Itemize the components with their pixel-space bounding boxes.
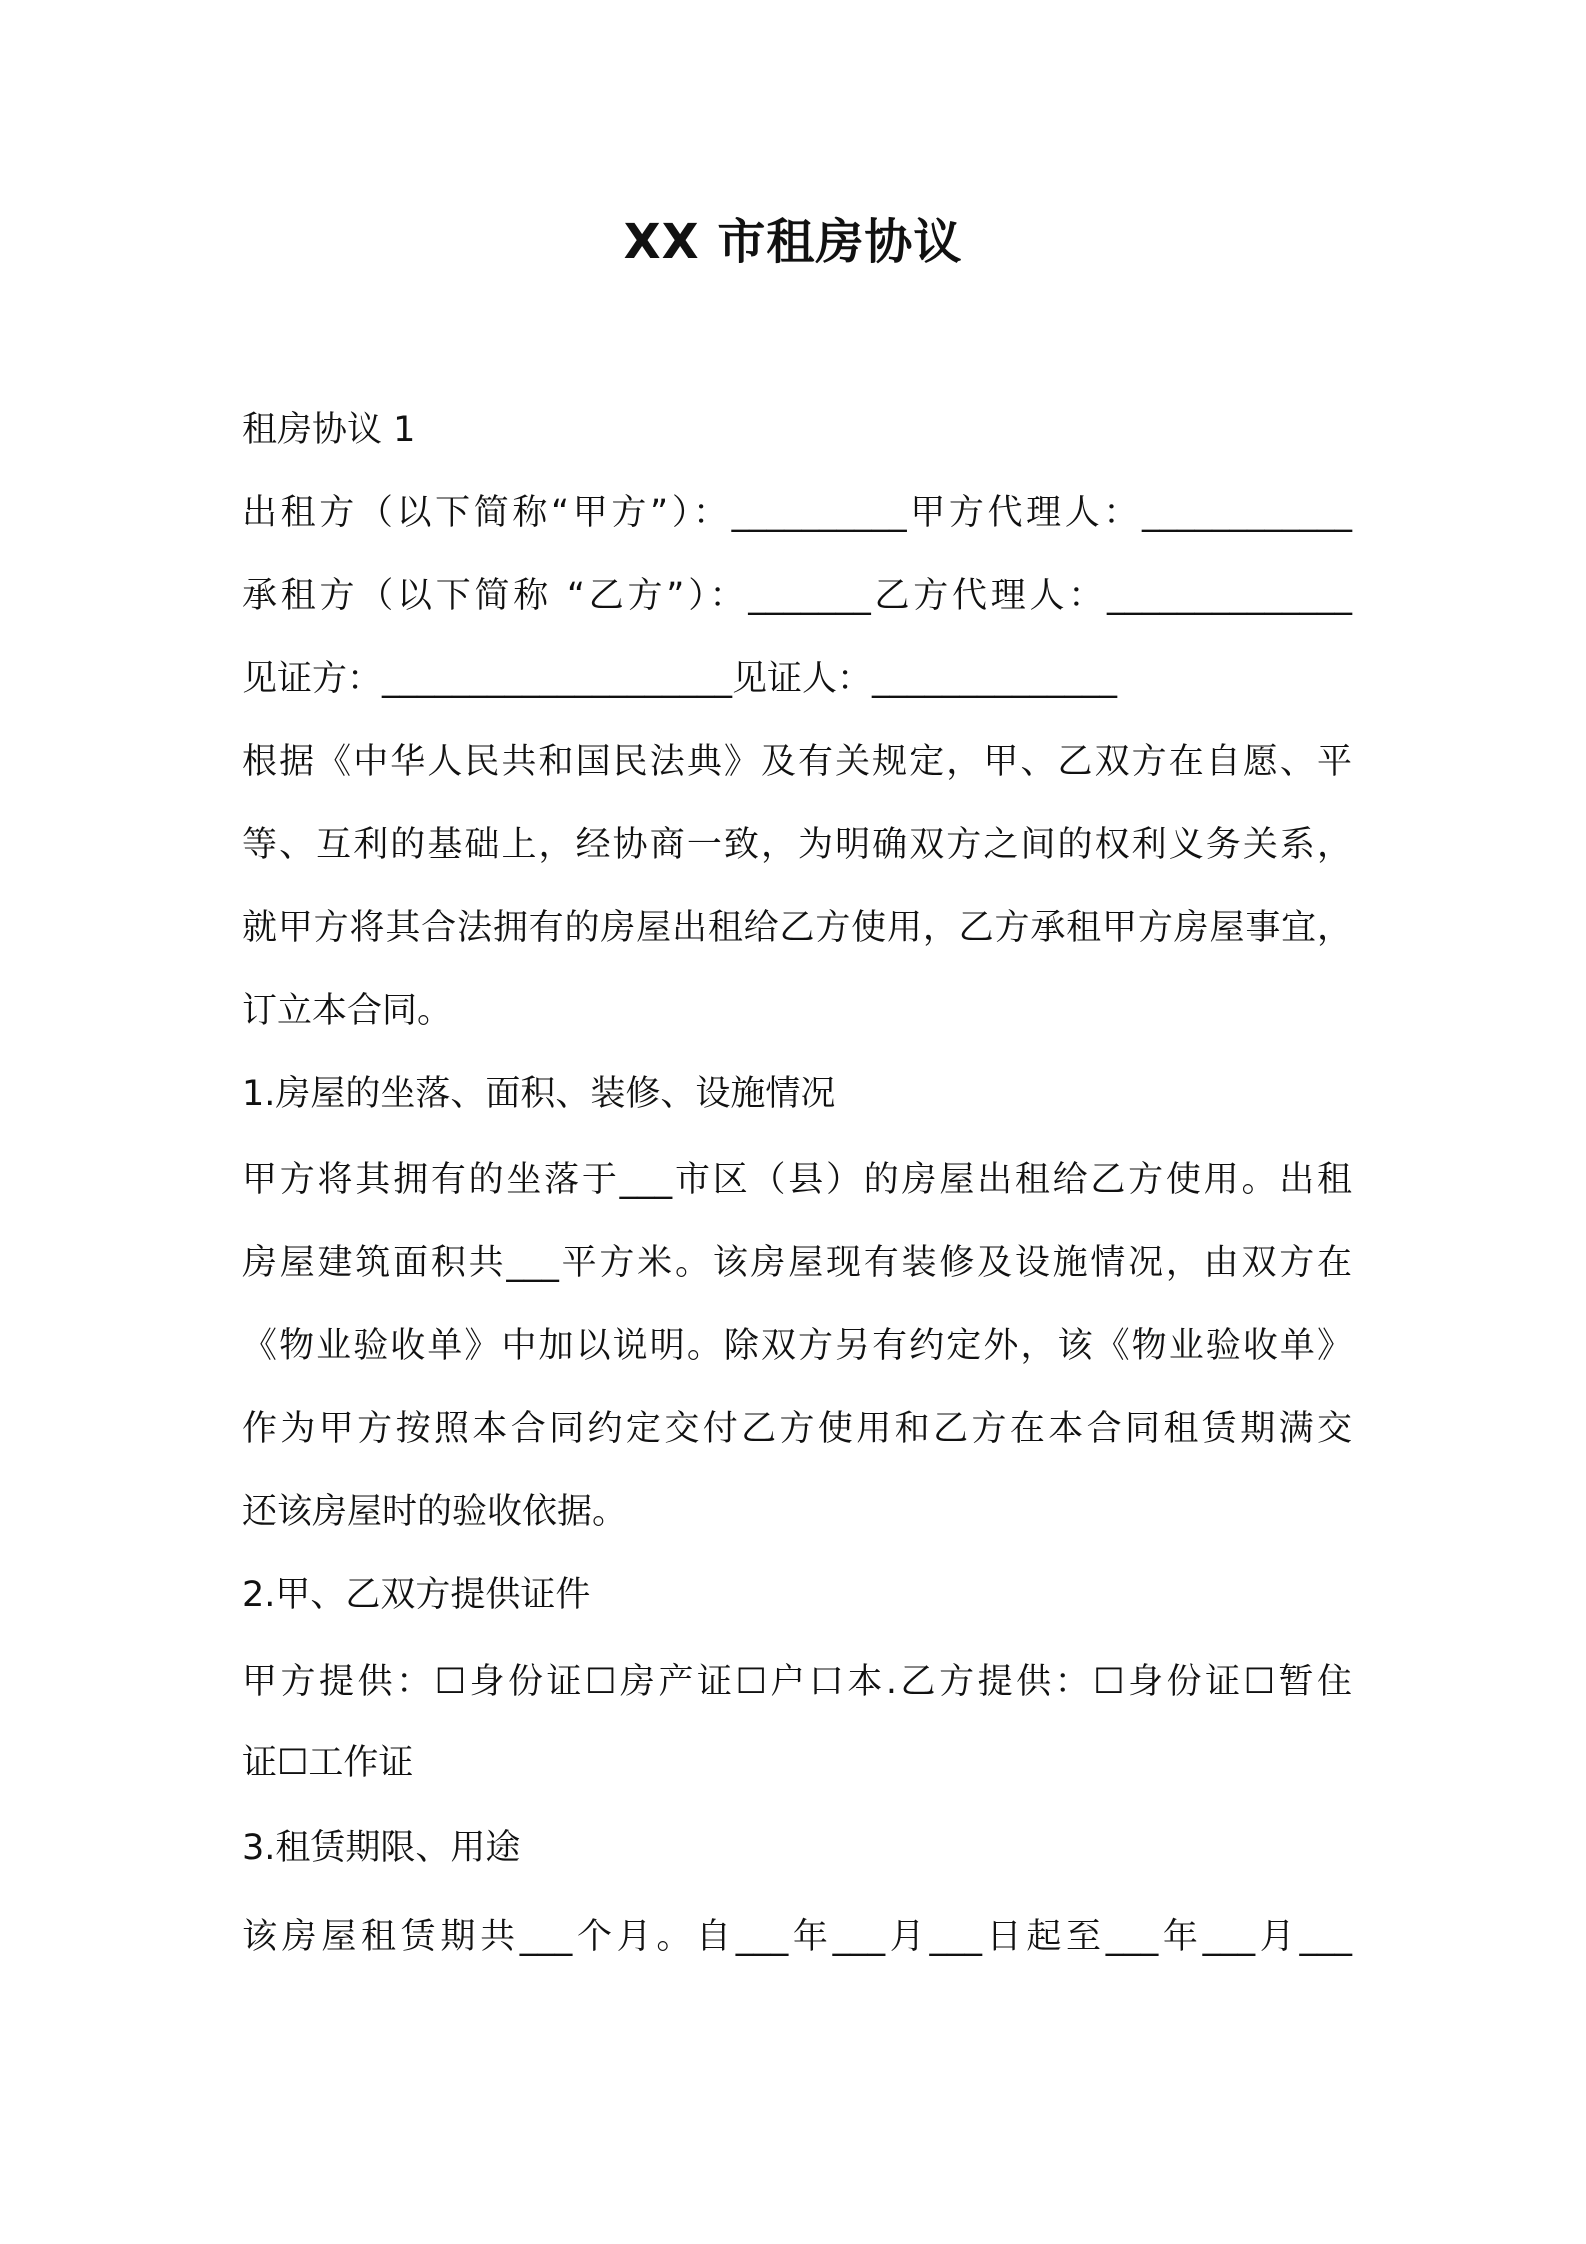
section3-line-1: 该房屋租赁期共___个月。自___年___月___日起至___年___月___	[242, 1917, 1352, 1957]
section-heading-3: 3.租赁期限、用途	[242, 1828, 521, 1868]
section-heading-1: 1.房屋的坐落、面积、装修、设施情况	[242, 1074, 836, 1114]
section-heading-agreement: 租房协议 1	[242, 410, 416, 450]
preamble-line-1: 根据《中华人民共和国民法典》及有关规定，甲、乙双方在自愿、平	[242, 742, 1352, 782]
document-title: XX 市租房协议	[623, 214, 963, 270]
lessor-line: 出租方（以下简称“甲方”）：__________甲方代理人：____________	[242, 493, 1352, 533]
section1-line-3: 《物业验收单》中加以说明。除双方另有约定外，该《物业验收单》	[242, 1326, 1352, 1366]
section-heading-2: 2.甲、乙双方提供证件	[242, 1575, 591, 1615]
section2-line-1: 甲方提供：☐身份证☐房产证☐户口本.乙方提供：☐身份证☐暂住	[242, 1662, 1352, 1702]
section1-line-5: 还该房屋时的验收依据。	[242, 1492, 628, 1532]
preamble-line-4: 订立本合同。	[242, 991, 453, 1031]
section1-line-2: 房屋建筑面积共___平方米。该房屋现有装修及设施情况，由双方在	[242, 1243, 1352, 1283]
lessee-line: 承租方（以下简称 “乙方”）：_______乙方代理人：______________	[242, 576, 1352, 616]
section1-line-4: 作为甲方按照本合同约定交付乙方使用和乙方在本合同租赁期满交	[242, 1409, 1352, 1449]
preamble-line-2: 等、互利的基础上，经协商一致，为明确双方之间的权利义务关系，	[242, 825, 1352, 865]
preamble-line-3: 就甲方将其合法拥有的房屋出租给乙方使用，乙方承租甲方房屋事宜，	[242, 908, 1352, 948]
section1-line-1: 甲方将其拥有的坐落于___市区（县）的房屋出租给乙方使用。出租	[242, 1160, 1352, 1200]
witness-line: 见证方：____________________见证人：______________	[242, 659, 1118, 699]
section2-line-2: 证☐工作证	[242, 1743, 414, 1783]
